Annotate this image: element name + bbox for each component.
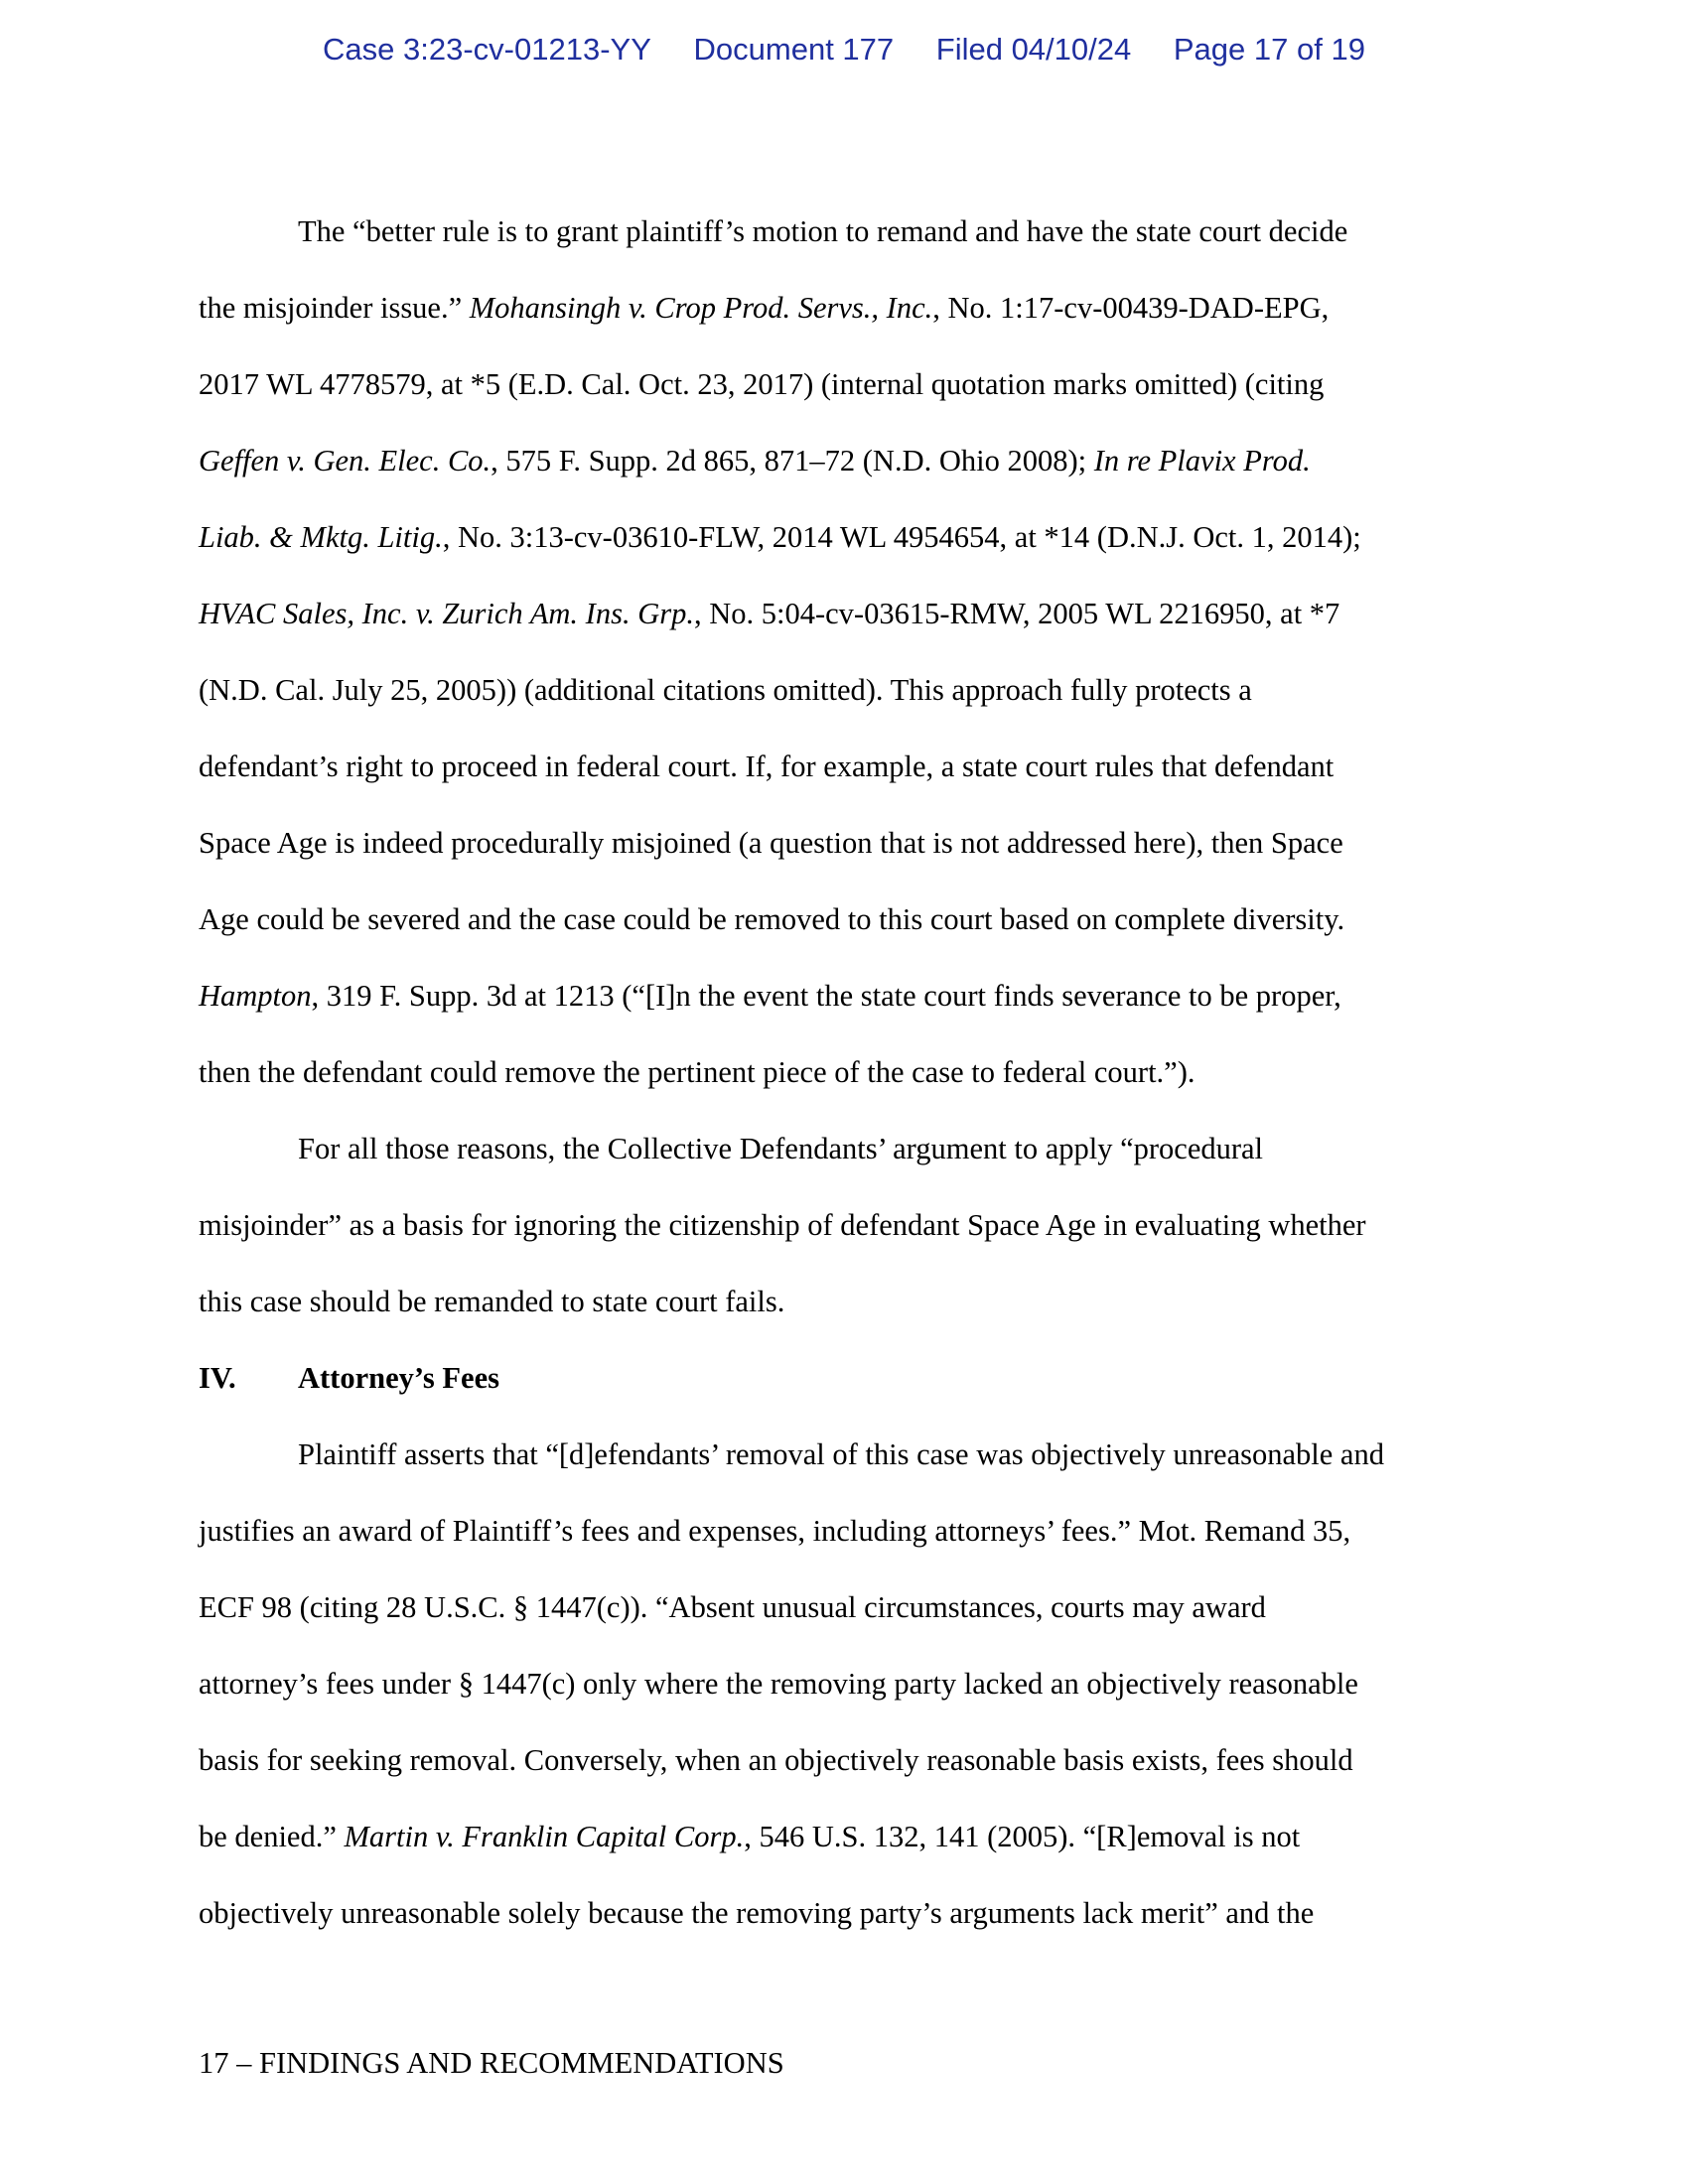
text-line: ECF 98 (citing 28 U.S.C. § 1447(c)). “Absent unusual circumstances, courts may award [199, 1590, 1266, 1624]
page-number: Page 17 of 19 [1173, 32, 1365, 67]
document-number: Document 177 [693, 32, 895, 67]
text-line: Plaintiff asserts that “[d]efendants’ removal of this case was objectively unreasonable and [298, 1437, 1384, 1471]
text-line: objectively unreasonable solely because the removing party’s arguments lack merit” and the [199, 1896, 1315, 1930]
paragraph-conclusion [199, 1111, 1489, 1340]
paragraph-remand-rule [199, 194, 1489, 1111]
text-line: defendant’s right to proceed in federal court. If, for example, a state court rules that defendant [199, 750, 1335, 783]
text-line: Geffen v. Gen. Elec. Co., 575 F. Supp. 2d 865, 871–72 (N.D. Ohio 2008); In re Plavix Prod. [199, 444, 1311, 478]
text-line: Age could be severed and the case could be removed to this court based on complete diversity. [199, 902, 1345, 936]
case-citation: Mohansingh v. Crop Prod. Servs., Inc. [469, 291, 933, 325]
case-header [0, 32, 1688, 68]
text-line: (N.D. Cal. July 25, 2005)) (additional citations omitted). This approach fully protects a [199, 673, 1252, 707]
text-line: the misjoinder issue.” Mohansingh v. Crop Prod. Servs., Inc., No. 1:17-cv-00439-DAD-EPG, [199, 291, 1330, 325]
section-heading [199, 1340, 1489, 1417]
text-line: then the defendant could remove the pertinent piece of the case to federal court.”). [199, 1055, 1196, 1089]
case-citation: Geffen v. Gen. Elec. Co. [199, 444, 492, 478]
text-line: The “better rule is to grant plaintiff’s motion to remand and have the state court decide [298, 214, 1348, 248]
section-number: IV. [199, 1361, 236, 1395]
page-footer: 17 – FINDINGS AND RECOMMENDATIONS [199, 2046, 784, 2080]
text-line: justifies an award of Plaintiff’s fees and expenses, including attorneys’ fees.” Mot. Remand 35, [199, 1514, 1351, 1548]
text-line: 2017 WL 4778579, at *5 (E.D. Cal. Oct. 23, 2017) (internal quotation marks omitted) (citing [199, 367, 1325, 401]
text-line: this case should be remanded to state court fails. [199, 1285, 785, 1318]
case-citation: In re Plavix Prod. [1093, 444, 1311, 478]
text-line: Liab. & Mktg. Litig., No. 3:13-cv-03610-FLW, 2014 WL 4954654, at *14 (D.N.J. Oct. 1, 2014); [199, 520, 1361, 554]
case-citation: Martin v. Franklin Capital Corp. [344, 1820, 745, 1853]
case-citation: Hampton [199, 979, 312, 1013]
text-line: For all those reasons, the Collective Defendants’ argument to apply “procedural [298, 1132, 1264, 1165]
text-line: Space Age is indeed procedurally misjoined (a question that is not addressed here), then Space [199, 826, 1343, 860]
text-line: HVAC Sales, Inc. v. Zurich Am. Ins. Grp., No. 5:04-cv-03615-RMW, 2005 WL 2216950, at *7 [199, 597, 1340, 630]
text-line: be denied.” Martin v. Franklin Capital Corp., 546 U.S. 132, 141 (2005). “[R]emoval is not [199, 1820, 1301, 1853]
text-line: Hampton, 319 F. Supp. 3d at 1213 (“[I]n the event the state court finds severance to be proper, [199, 979, 1341, 1013]
case-number: Case 3:23-cv-01213-YY [323, 32, 651, 67]
text-line: misjoinder” as a basis for ignoring the citizenship of defendant Space Age in evaluating whether [199, 1208, 1366, 1242]
text-line: basis for seeking removal. Conversely, when an objectively reasonable basis exists, fees should [199, 1743, 1353, 1777]
case-citation: HVAC Sales, Inc. v. Zurich Am. Ins. Grp. [199, 597, 694, 630]
section-title: Attorney’s Fees [298, 1361, 499, 1395]
document-body [199, 194, 1489, 1952]
filed-date: Filed 04/10/24 [935, 32, 1132, 67]
paragraph-attorneys-fees [199, 1417, 1489, 1952]
case-citation: Liab. & Mktg. Litig. [199, 520, 443, 554]
text-line: attorney’s fees under § 1447(c) only where the removing party lacked an objectively reasonable [199, 1667, 1358, 1701]
